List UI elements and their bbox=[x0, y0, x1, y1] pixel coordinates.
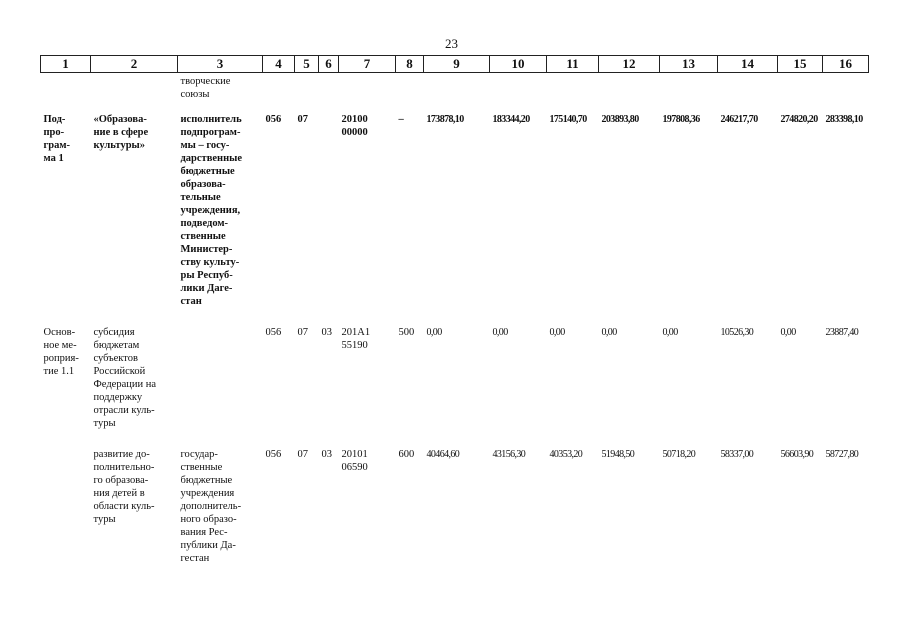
cell-col-8: 500 bbox=[398, 327, 415, 338]
column-header-6: 6 bbox=[319, 56, 339, 73]
spacer-cell bbox=[41, 310, 869, 324]
cell-col-16: 58727,80 bbox=[825, 449, 859, 460]
cell-col-9: 40464,60 bbox=[426, 449, 460, 460]
cell-col-14: 58337,00 bbox=[720, 449, 754, 460]
cell-col-4: 056 bbox=[265, 114, 282, 125]
cell-col-11: 0,00 bbox=[549, 327, 565, 338]
cell-col-15 bbox=[778, 73, 823, 104]
cell-col-2: развитие до- полнительно- го образова- ния детей в области куль- туры bbox=[93, 449, 155, 525]
spacer-cell bbox=[41, 103, 869, 111]
table-row bbox=[41, 446, 869, 567]
cell-col-15: 56603,90 bbox=[780, 449, 814, 460]
column-header-2: 2 bbox=[91, 56, 178, 73]
column-header-11: 11 bbox=[547, 56, 599, 73]
column-header-9: 9 bbox=[424, 56, 490, 73]
cell-col-7: 201А1 55190 bbox=[341, 327, 371, 351]
cell-col-5: 07 bbox=[297, 449, 308, 460]
cell-col-3 bbox=[178, 324, 263, 432]
header-row bbox=[41, 56, 869, 73]
cell-col-3: творческие союзы bbox=[180, 76, 231, 100]
cell-col-9: 173878,10 bbox=[426, 114, 464, 125]
cell-col-3: исполнитель подпрограм- мы – госу- дарственные бюджетные образова- тельные учреждения, подведом- ственные Министер- ству культу- ры Респуб- лики Даге- стан bbox=[180, 114, 243, 307]
cell-col-1: Основ- ное ме- роприя- тие 1.1 bbox=[43, 327, 79, 377]
cell-col-4 bbox=[263, 73, 295, 104]
cell-col-6 bbox=[319, 111, 339, 310]
cell-col-9 bbox=[424, 73, 490, 104]
spacer-cell bbox=[41, 432, 869, 446]
cell-col-14: 246217,70 bbox=[720, 114, 758, 125]
cell-col-16 bbox=[823, 73, 869, 104]
cell-col-2: субсидия бюджетам субъектов Российской Федерации на поддержку отрасли куль- туры bbox=[93, 327, 156, 429]
row-spacer bbox=[41, 310, 869, 324]
cell-col-4: 056 bbox=[265, 449, 282, 460]
cell-col-6: 03 bbox=[321, 327, 332, 338]
column-header-8: 8 bbox=[396, 56, 424, 73]
row-spacer bbox=[41, 103, 869, 111]
cell-col-6 bbox=[319, 73, 339, 104]
column-header-3: 3 bbox=[178, 56, 263, 73]
cell-col-14: 10526,30 bbox=[720, 327, 754, 338]
table-row bbox=[41, 111, 869, 310]
cell-col-7: 20100 00000 bbox=[341, 114, 368, 138]
cell-col-7 bbox=[339, 73, 396, 104]
column-header-16: 16 bbox=[823, 56, 869, 73]
cell-col-6: 03 bbox=[321, 449, 332, 460]
cell-col-10 bbox=[490, 73, 547, 104]
cell-col-9: 0,00 bbox=[426, 327, 442, 338]
table-row bbox=[41, 73, 869, 104]
cell-col-16: 23887,40 bbox=[825, 327, 859, 338]
cell-col-2 bbox=[91, 73, 178, 104]
column-header-1: 1 bbox=[41, 56, 91, 73]
cell-col-7: 20101 06590 bbox=[341, 449, 368, 473]
cell-col-13: 50718,20 bbox=[662, 449, 696, 460]
cell-col-12: 203893,80 bbox=[601, 114, 639, 125]
cell-col-11 bbox=[547, 73, 599, 104]
table-row bbox=[41, 324, 869, 432]
cell-col-3: государ- ственные бюджетные учреждения дополнитель- ного образо- вания Рес- публики Да- гестан bbox=[180, 449, 242, 564]
cell-col-13: 0,00 bbox=[662, 327, 678, 338]
cell-col-11: 40353,20 bbox=[549, 449, 583, 460]
column-header-15: 15 bbox=[778, 56, 823, 73]
column-header-5: 5 bbox=[295, 56, 319, 73]
cell-col-5: 07 bbox=[297, 327, 308, 338]
cell-col-15: 274820,20 bbox=[780, 114, 818, 125]
column-header-4: 4 bbox=[263, 56, 295, 73]
cell-col-8 bbox=[396, 73, 424, 104]
cell-col-8: 600 bbox=[398, 449, 415, 460]
column-header-7: 7 bbox=[339, 56, 396, 73]
table-body bbox=[41, 73, 869, 568]
budget-table bbox=[40, 55, 869, 567]
cell-col-13: 197808,36 bbox=[662, 114, 700, 125]
cell-col-13 bbox=[660, 73, 718, 104]
column-header-14: 14 bbox=[718, 56, 778, 73]
cell-col-2: «Образова- ние в сфере культуры» bbox=[93, 114, 149, 151]
column-header-10: 10 bbox=[490, 56, 547, 73]
cell-col-5: 07 bbox=[297, 114, 308, 125]
cell-col-10: 43156,30 bbox=[492, 449, 526, 460]
cell-col-10: 183344,20 bbox=[492, 114, 530, 125]
cell-col-8: – bbox=[398, 114, 404, 125]
cell-col-5 bbox=[295, 73, 319, 104]
cell-col-10: 0,00 bbox=[492, 327, 508, 338]
cell-col-12: 0,00 bbox=[601, 327, 617, 338]
cell-col-12 bbox=[599, 73, 660, 104]
cell-col-4: 056 bbox=[265, 327, 282, 338]
cell-col-1: Под- про- грам- ма 1 bbox=[43, 114, 71, 164]
page-number: 23 bbox=[445, 36, 458, 51]
cell-col-16: 283398,10 bbox=[825, 114, 863, 125]
cell-col-1 bbox=[41, 446, 91, 567]
cell-col-15: 0,00 bbox=[780, 327, 796, 338]
row-spacer bbox=[41, 432, 869, 446]
column-header-13: 13 bbox=[660, 56, 718, 73]
cell-col-1 bbox=[41, 73, 91, 104]
cell-col-14 bbox=[718, 73, 778, 104]
column-header-12: 12 bbox=[599, 56, 660, 73]
cell-col-12: 51948,50 bbox=[601, 449, 635, 460]
cell-col-11: 175140,70 bbox=[549, 114, 587, 125]
